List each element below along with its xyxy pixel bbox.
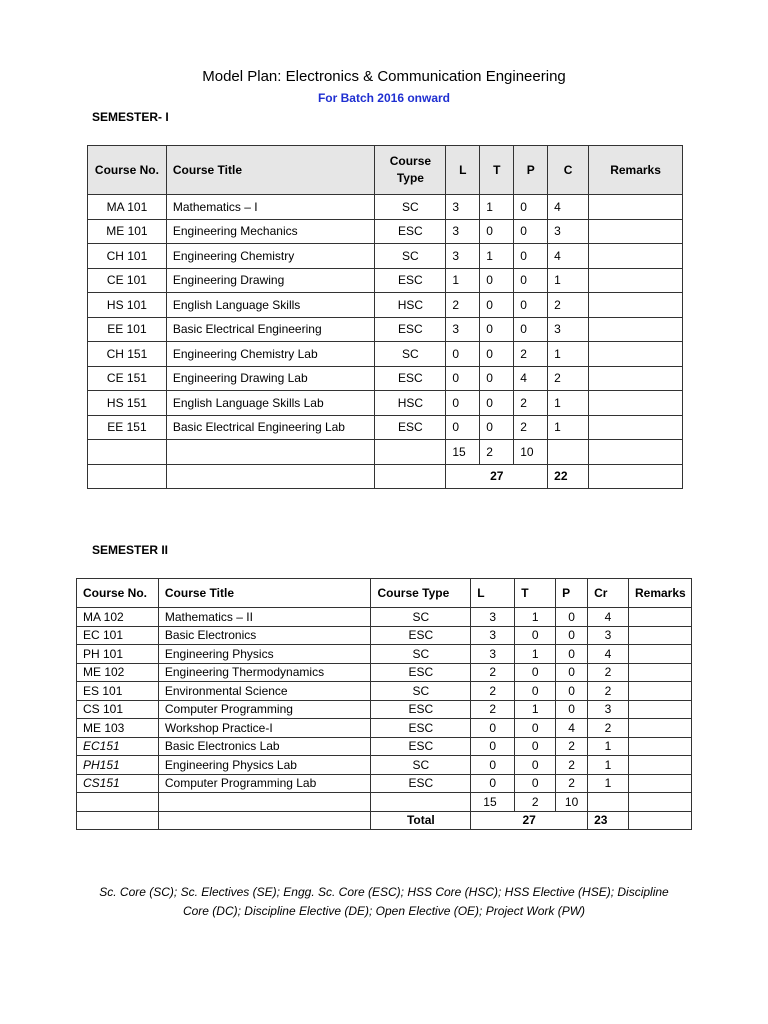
- table-cell: HSC: [375, 391, 446, 416]
- table-cell: [628, 663, 691, 682]
- table-cell: ESC: [371, 737, 471, 756]
- table-cell: 0: [515, 682, 556, 701]
- header-course-no: Course No.: [77, 579, 159, 608]
- table-cell: 0: [471, 756, 515, 775]
- table-row: [77, 719, 692, 738]
- table-cell: [166, 440, 375, 465]
- semester-2-label: SEMESTER II: [92, 543, 169, 557]
- table-cell: ESC: [371, 774, 471, 793]
- table-row: [88, 244, 683, 269]
- table-cell: 0: [446, 415, 480, 440]
- table-cell: 2: [471, 700, 515, 719]
- total-credits: 23: [588, 811, 629, 830]
- table-cell: [589, 293, 683, 318]
- table-cell: [548, 440, 589, 465]
- table-row: [77, 756, 692, 775]
- subtotal-t: 2: [515, 793, 556, 812]
- table-cell: PH151: [77, 756, 159, 775]
- table-cell: [589, 195, 683, 220]
- table-cell: 0: [471, 737, 515, 756]
- table-cell: ESC: [375, 317, 446, 342]
- table-cell: MA 101: [88, 195, 167, 220]
- header-p: P: [556, 579, 588, 608]
- table-cell: 0: [514, 219, 548, 244]
- total-credits: 22: [548, 464, 589, 489]
- table-cell: EC 101: [77, 626, 159, 645]
- subtotal-l: 15: [446, 440, 480, 465]
- table-cell: [628, 793, 691, 812]
- table-cell: [628, 626, 691, 645]
- table-cell: 2: [471, 682, 515, 701]
- table-cell: Mathematics – II: [158, 608, 371, 627]
- table-cell: Engineering Chemistry: [166, 244, 375, 269]
- table-cell: [589, 464, 683, 489]
- table-cell: [77, 793, 159, 812]
- subtotal-t: 2: [480, 440, 514, 465]
- table-cell: 0: [480, 342, 514, 367]
- table-cell: [77, 811, 159, 830]
- header-l: L: [471, 579, 515, 608]
- table-cell: 3: [446, 317, 480, 342]
- table-cell: [589, 268, 683, 293]
- table-cell: EE 151: [88, 415, 167, 440]
- table-cell: Engineering Chemistry Lab: [166, 342, 375, 367]
- table-cell: [628, 682, 691, 701]
- table-cell: 0: [514, 268, 548, 293]
- table-cell: Engineering Physics: [158, 645, 371, 664]
- table-cell: 2: [556, 756, 588, 775]
- table-cell: [371, 793, 471, 812]
- table-cell: 0: [556, 626, 588, 645]
- table-row: [77, 700, 692, 719]
- table-cell: [589, 366, 683, 391]
- table-cell: 0: [556, 682, 588, 701]
- total-ltp: 27: [446, 464, 548, 489]
- table-cell: 0: [480, 415, 514, 440]
- table-cell: 0: [515, 663, 556, 682]
- table-cell: 1: [515, 700, 556, 719]
- table-cell: [628, 719, 691, 738]
- header-t: T: [515, 579, 556, 608]
- table-cell: SC: [371, 645, 471, 664]
- table-cell: 1: [480, 195, 514, 220]
- table-cell: 1: [515, 645, 556, 664]
- table-cell: ESC: [375, 268, 446, 293]
- table-cell: [628, 756, 691, 775]
- table-cell: Engineering Thermodynamics: [158, 663, 371, 682]
- table-cell: CE 101: [88, 268, 167, 293]
- table-cell: 2: [588, 719, 629, 738]
- table-cell: 0: [446, 391, 480, 416]
- table-cell: 2: [556, 774, 588, 793]
- table-cell: 2: [514, 342, 548, 367]
- table-cell: 0: [480, 317, 514, 342]
- table-cell: 3: [471, 626, 515, 645]
- table-cell: 1: [588, 737, 629, 756]
- semester-2-table: [76, 578, 692, 830]
- table-cell: ESC: [371, 700, 471, 719]
- table-cell: [589, 440, 683, 465]
- table-cell: 1: [548, 268, 589, 293]
- table-cell: 0: [515, 774, 556, 793]
- table-cell: ES 101: [77, 682, 159, 701]
- table-cell: HS 101: [88, 293, 167, 318]
- legend-line-2: Core (DC); Discipline Elective (DE); Open Elective (OE); Project Work (PW): [182, 904, 586, 918]
- table-row: [88, 219, 683, 244]
- table-cell: EC151: [77, 737, 159, 756]
- header-course-type: Course Type: [371, 579, 471, 608]
- table-cell: Basic Electrical Engineering: [166, 317, 375, 342]
- table-cell: Engineering Mechanics: [166, 219, 375, 244]
- table-cell: [158, 793, 371, 812]
- course-type-legend: [0, 883, 768, 921]
- table-cell: [589, 391, 683, 416]
- subtotal-l: 15: [471, 793, 515, 812]
- table-cell: [589, 342, 683, 367]
- header-c: C: [548, 146, 589, 195]
- table-cell: [588, 793, 629, 812]
- table-cell: 0: [556, 645, 588, 664]
- table-cell: [628, 737, 691, 756]
- table-cell: 0: [514, 293, 548, 318]
- table-cell: Engineering Physics Lab: [158, 756, 371, 775]
- table-cell: 0: [480, 391, 514, 416]
- total-label: Total: [371, 811, 471, 830]
- table-cell: 2: [548, 293, 589, 318]
- table-cell: [589, 317, 683, 342]
- table-cell: 0: [556, 608, 588, 627]
- table-row: [77, 608, 692, 627]
- table-cell: CH 151: [88, 342, 167, 367]
- table-cell: HSC: [375, 293, 446, 318]
- table-cell: Basic Electronics: [158, 626, 371, 645]
- table-cell: [628, 608, 691, 627]
- subtotal-p: 10: [556, 793, 588, 812]
- table-cell: [375, 440, 446, 465]
- table-cell: 0: [471, 774, 515, 793]
- table-row: [88, 293, 683, 318]
- table-cell: 2: [548, 366, 589, 391]
- total-ltp: 27: [471, 811, 588, 830]
- table-row: [77, 774, 692, 793]
- table-cell: English Language Skills Lab: [166, 391, 375, 416]
- table-cell: [628, 645, 691, 664]
- table-cell: CS151: [77, 774, 159, 793]
- subtotal-p: 10: [514, 440, 548, 465]
- table-row: [88, 415, 683, 440]
- table-cell: Basic Electronics Lab: [158, 737, 371, 756]
- table-cell: 4: [548, 195, 589, 220]
- table-cell: 0: [514, 317, 548, 342]
- table-cell: 3: [588, 700, 629, 719]
- table-cell: 0: [446, 342, 480, 367]
- table-cell: 1: [588, 774, 629, 793]
- table-cell: 3: [548, 219, 589, 244]
- page-subtitle: For Batch 2016 onward: [317, 91, 451, 105]
- table-cell: 3: [446, 195, 480, 220]
- header-p: P: [514, 146, 548, 195]
- table-cell: Computer Programming: [158, 700, 371, 719]
- table-cell: 2: [588, 682, 629, 701]
- table-cell: 0: [480, 366, 514, 391]
- table-cell: ME 103: [77, 719, 159, 738]
- table-cell: 0: [515, 719, 556, 738]
- table-cell: 1: [446, 268, 480, 293]
- table-cell: SC: [371, 682, 471, 701]
- table-cell: 1: [548, 342, 589, 367]
- table-cell: SC: [375, 342, 446, 367]
- table-row: [88, 342, 683, 367]
- table-cell: 2: [556, 737, 588, 756]
- table-row: [77, 645, 692, 664]
- table-cell: 0: [446, 366, 480, 391]
- table-cell: 0: [556, 700, 588, 719]
- header-remarks: Remarks: [628, 579, 691, 608]
- table-row: [77, 682, 692, 701]
- table-row: [77, 626, 692, 645]
- table-cell: [166, 464, 375, 489]
- table-cell: 4: [588, 608, 629, 627]
- table-cell: [88, 464, 167, 489]
- table-cell: Engineering Drawing Lab: [166, 366, 375, 391]
- table-cell: SC: [371, 756, 471, 775]
- table-row: [88, 268, 683, 293]
- table-row: [88, 366, 683, 391]
- table-cell: MA 102: [77, 608, 159, 627]
- table-cell: English Language Skills: [166, 293, 375, 318]
- table-header-row: [88, 146, 683, 195]
- table-cell: Computer Programming Lab: [158, 774, 371, 793]
- table-cell: Mathematics – I: [166, 195, 375, 220]
- table-cell: [589, 244, 683, 269]
- table-cell: 3: [471, 645, 515, 664]
- table-cell: 0: [480, 219, 514, 244]
- table-row: [77, 663, 692, 682]
- header-course-type: Course Type: [375, 146, 446, 195]
- table-cell: [628, 700, 691, 719]
- table-header-row: [77, 579, 692, 608]
- total-row: [88, 464, 683, 489]
- table-cell: 0: [515, 626, 556, 645]
- table-cell: SC: [375, 195, 446, 220]
- table-cell: ME 102: [77, 663, 159, 682]
- table-cell: [589, 415, 683, 440]
- table-row: [88, 391, 683, 416]
- table-cell: 4: [548, 244, 589, 269]
- table-cell: [158, 811, 371, 830]
- table-cell: 2: [446, 293, 480, 318]
- table-cell: 1: [548, 415, 589, 440]
- table-cell: 3: [588, 626, 629, 645]
- page-title: Model Plan: Electronics & Communication Engineering: [202, 68, 566, 85]
- total-row: [77, 811, 692, 830]
- table-cell: HS 151: [88, 391, 167, 416]
- table-cell: ESC: [371, 663, 471, 682]
- table-cell: 2: [588, 663, 629, 682]
- table-cell: 0: [480, 268, 514, 293]
- header-t: T: [480, 146, 514, 195]
- table-cell: 0: [471, 719, 515, 738]
- header-course-title: Course Title: [158, 579, 371, 608]
- table-cell: 1: [548, 391, 589, 416]
- table-cell: [88, 440, 167, 465]
- table-cell: [375, 464, 446, 489]
- table-row: [77, 737, 692, 756]
- table-cell: EE 101: [88, 317, 167, 342]
- table-cell: 3: [446, 219, 480, 244]
- table-cell: 3: [548, 317, 589, 342]
- table-cell: ME 101: [88, 219, 167, 244]
- table-cell: 3: [446, 244, 480, 269]
- table-cell: SC: [375, 244, 446, 269]
- table-row: [88, 195, 683, 220]
- table-cell: 4: [556, 719, 588, 738]
- table-cell: 0: [480, 293, 514, 318]
- header-course-title: Course Title: [166, 146, 375, 195]
- header-l: L: [446, 146, 480, 195]
- table-cell: CS 101: [77, 700, 159, 719]
- table-cell: 3: [471, 608, 515, 627]
- legend-line-1: Sc. Core (SC); Sc. Electives (SE); Engg. Sc. Core (ESC); HSS Core (HSC); HSS Elective (HSE); Discipline: [99, 885, 669, 899]
- subtotal-row: [77, 793, 692, 812]
- table-cell: 2: [514, 391, 548, 416]
- table-row: [88, 317, 683, 342]
- table-cell: 2: [514, 415, 548, 440]
- table-cell: 1: [480, 244, 514, 269]
- table-cell: 1: [515, 608, 556, 627]
- table-cell: 0: [515, 737, 556, 756]
- table-cell: CH 101: [88, 244, 167, 269]
- table-cell: 2: [471, 663, 515, 682]
- table-cell: Engineering Drawing: [166, 268, 375, 293]
- table-cell: 0: [514, 244, 548, 269]
- table-cell: PH 101: [77, 645, 159, 664]
- table-cell: ESC: [371, 719, 471, 738]
- table-cell: ESC: [371, 626, 471, 645]
- table-cell: 0: [514, 195, 548, 220]
- semester-1-table: [87, 145, 683, 489]
- header-course-no: Course No.: [88, 146, 167, 195]
- table-cell: 0: [515, 756, 556, 775]
- table-cell: 1: [588, 756, 629, 775]
- table-cell: ESC: [375, 366, 446, 391]
- table-cell: CE 151: [88, 366, 167, 391]
- semester-1-label: SEMESTER- I: [92, 110, 169, 124]
- table-cell: ESC: [375, 415, 446, 440]
- table-cell: Basic Electrical Engineering Lab: [166, 415, 375, 440]
- subtotal-row: [88, 440, 683, 465]
- header-remarks: Remarks: [589, 146, 683, 195]
- table-cell: SC: [371, 608, 471, 627]
- table-cell: [628, 811, 691, 830]
- table-cell: Environmental Science: [158, 682, 371, 701]
- table-cell: [628, 774, 691, 793]
- header-cr: Cr: [588, 579, 629, 608]
- table-cell: ESC: [375, 219, 446, 244]
- table-cell: [589, 219, 683, 244]
- table-cell: 4: [588, 645, 629, 664]
- table-cell: 4: [514, 366, 548, 391]
- table-cell: Workshop Practice-I: [158, 719, 371, 738]
- table-cell: 0: [556, 663, 588, 682]
